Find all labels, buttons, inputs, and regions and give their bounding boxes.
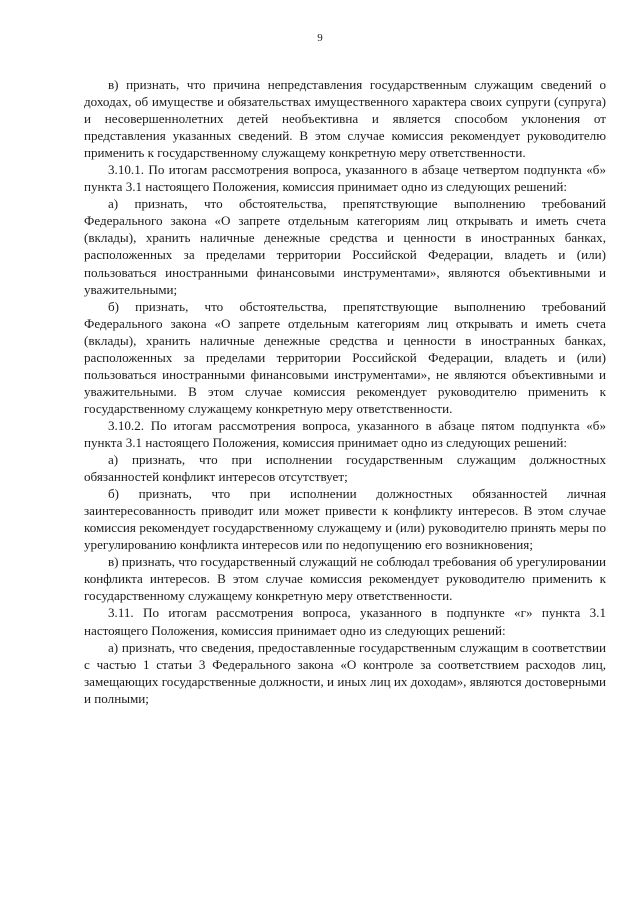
page-number: 9 (317, 32, 323, 44)
paragraph-3-10-2-b: б) признать, что при исполнении должностных обязанностей личная заинтересованность приводит или может привести к конфликту интересов. В этом случае комиссия рекомендует государственному служащему и (или) руководителю принять меры по урегулированию конфликта интересов или по недопущению его возникновения; (84, 486, 606, 553)
paragraph-3-11: 3.11. По итогам рассмотрения вопроса, указанного в подпункте «г» пункта 3.1 настоящего Положения, комиссия принимает одно из следующих решений: (84, 605, 606, 638)
paragraph-3-10-2-a: а) признать, что при исполнении государственным служащим должностных обязанностей конфликт интересов отсутствует; (84, 452, 606, 485)
paragraph-3-10-1-a: а) признать, что обстоятельства, препятствующие выполнению требований Федерального закона «О запрете отдельным категориям лиц открывать и иметь счета (вклады), хранить наличные денежные средства и ценности в иностранных банках, расположенных за пределами территории Российской Федерации, владеть и (или) пользоваться иностранными финансовыми инструментами», являются объективными и уважительными; (84, 196, 606, 297)
paragraph-3-11-a: а) признать, что сведения, предоставленные государственным служащим в соответствии с частью 1 статьи 3 Федерального закона «О контроле за соответствием расходов лиц, замещающих государственные должности, и иных лиц их доходам», являются достоверными и полными; (84, 639, 606, 706)
paragraph-3-10-1: 3.10.1. По итогам рассмотрения вопроса, указанного в абзаце четвертом подпункта «б» пункта 3.1 настоящего Положения, комиссия принимает одно из следующих решений: (84, 162, 606, 195)
paragraph-3-9-v: в) признать, что причина непредставления государственным служащим сведений о доходах, об имуществе и обязательствах имущественного характера своих супруги (супруга) и несовершеннолетних детей необъективна и является способом уклонения от представления указанных сведений. В этом случае комиссия рекомендует руководителю применить к государственному служащему конкретную меру ответственности. (84, 77, 606, 161)
paragraph-3-10-2: 3.10.2. По итогам рассмотрения вопроса, указанного в абзаце пятом подпункта «б» пункта 3.1 настоящего Положения, комиссия принимает одно из следующих решений: (84, 417, 606, 450)
paragraph-3-10-1-b: б) признать, что обстоятельства, препятствующие выполнению требований Федерального закона «О запрете отдельным категориям лиц открывать и иметь счета (вклады), хранить наличные денежные средства и ценности в иностранных банках, расположенных за пределами территории Российской Федерации, владеть и (или) пользоваться иностранными финансовыми инструментами», не являются объективными и уважительными. В этом случае комиссия рекомендует руководителю применить к государственному служащему конкретную меру ответственности. (84, 298, 606, 416)
paragraph-3-10-2-v: в) признать, что государственный служащий не соблюдал требования об урегулировании конфликта интересов. В этом случае комиссия рекомендует руководителю применить к государственному служащему конкретную меру ответственности. (84, 554, 606, 604)
document-body (84, 76, 606, 707)
